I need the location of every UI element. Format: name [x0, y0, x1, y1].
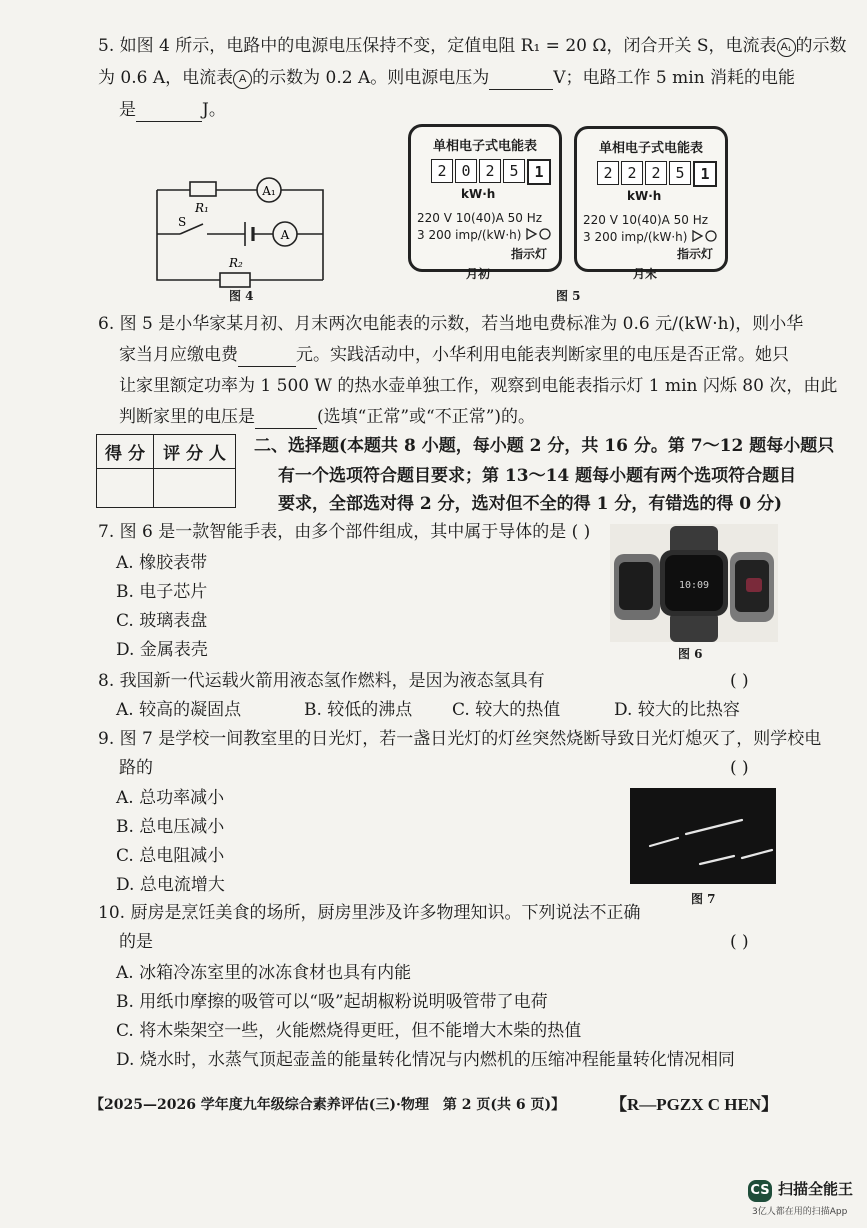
score-table	[96, 434, 236, 508]
q6-line2-a: 家当月应缴电费	[119, 345, 238, 365]
q9-answer-paren[interactable]: ( )	[730, 758, 749, 778]
q6-line4-a: 判断家里的电压是	[119, 407, 255, 427]
q5-line3-b: J。	[202, 100, 226, 120]
q5-line2-b: 的示数为 0.2 A。则电源电压为	[252, 68, 490, 88]
meter-spec1: 220 V 10(40)A 50 Hz	[583, 213, 709, 227]
page-footer-info: 【2025—2026 学年度九年级综合素养评估(三)·物理 第 2 页(共 6 页)】	[90, 1097, 566, 1113]
q9-option-a[interactable]: A. 总功率减小	[116, 788, 225, 808]
q10-answer-paren[interactable]: ( )	[730, 932, 749, 952]
score-header: 得 分	[97, 435, 154, 469]
figure-7-fluorescent-lights	[630, 788, 776, 884]
figure-4-caption: 图 4	[229, 289, 254, 303]
q5-line3	[119, 102, 226, 122]
q8-option-a[interactable]: A. 较高的凝固点	[116, 700, 242, 720]
r1-label: R₁	[195, 201, 209, 215]
q9-option-c[interactable]: C. 总电阻减小	[116, 846, 225, 866]
meter-spec2: 3 200 imp/(kW·h)	[583, 230, 688, 244]
meter-spec1: 220 V 10(40)A 50 Hz	[417, 211, 543, 225]
switch-label: S	[178, 215, 187, 229]
q10-stem-line1: 10. 厨房是烹饪美食的场所，厨房里涉及许多物理知识。下列说法不正确	[98, 903, 641, 923]
meter-digit: 0	[455, 159, 477, 183]
q5-line1	[98, 38, 847, 57]
q7-option-b[interactable]: B. 电子芯片	[116, 582, 208, 602]
q5-line2-c: V；电路工作 5 min 消耗的电能	[553, 68, 796, 88]
figure-6-smartwatch	[610, 524, 778, 642]
figure-6-caption: 图 6	[678, 647, 703, 661]
q7-option-d[interactable]: D. 金属表壳	[116, 640, 208, 660]
q6-line2-b: 元。实践活动中，小华利用电能表判断家里的电压是否正常。她只	[296, 345, 789, 365]
page-footer-code: 【R—PGZX C HEN】	[610, 1095, 779, 1114]
q9-option-b[interactable]: B. 总电压减小	[116, 817, 225, 837]
camscanner-name: 扫描全能王	[778, 1180, 854, 1198]
resistor-r1	[190, 182, 216, 196]
q5-line1-tail: 的示数	[795, 36, 847, 56]
meter-digit-decimal: 1	[693, 161, 717, 187]
ammeter-a1-symbol: A₁	[777, 38, 796, 57]
section2-line2: 有一个选项符合题目要求；第 13～14 题每小题有两个选项符合题目	[278, 466, 797, 486]
section2-line3: 要求，全部选对得 2 分，选对但不全的得 1 分，有错选的得 0 分)	[278, 494, 783, 514]
q5-answer-blank-voltage[interactable]	[489, 72, 553, 90]
q8-stem: 8. 我国新一代运载火箭用液态氢作燃料，是因为液态氢具有	[98, 671, 545, 691]
q7-option-a[interactable]: A. 橡胶表带	[116, 553, 208, 573]
q9-stem-line2: 路的	[119, 758, 153, 778]
score-cell[interactable]	[97, 469, 154, 508]
meter-digit: 2	[645, 161, 667, 185]
resistor-r2	[220, 273, 250, 287]
q8-option-c[interactable]: C. 较大的热值	[452, 700, 561, 720]
meter-start-label: 月初	[466, 267, 491, 281]
indicator-light-icon	[691, 229, 721, 243]
q10-option-b[interactable]: B. 用纸巾摩擦的吸管可以“吸”起胡椒粉说明吸管带了电荷	[116, 992, 548, 1012]
grader-cell[interactable]	[154, 469, 236, 508]
q6-line1: 6. 图 5 是小华家某月初、月末两次电能表的示数，若当地电费标准为 0.6 元/(kW·h)，则小华	[98, 314, 804, 334]
meter-digits	[431, 159, 553, 185]
meter-digit: 2	[431, 159, 453, 183]
meter-title: 单相电子式电能表	[432, 139, 537, 154]
meter-title: 单相电子式电能表	[598, 141, 703, 156]
q5-line3-a: 是	[119, 100, 136, 120]
q6-line4-b: (选填“正常”或“不正常”)的。	[317, 407, 536, 427]
q10-stem-line2: 的是	[119, 932, 153, 952]
indicator-label: 指示灯	[511, 247, 548, 261]
grader-header: 评 分 人	[154, 435, 236, 469]
meter-digits	[597, 161, 719, 187]
ammeter-a1-label: A₁	[262, 184, 276, 198]
meter-unit: kW·h	[461, 187, 496, 201]
q6-line4	[119, 409, 535, 429]
ammeter-a-symbol: A	[233, 70, 252, 89]
energy-meter-end	[574, 126, 728, 272]
figure-4-circuit	[145, 168, 335, 308]
meter-spec2: 3 200 imp/(kW·h)	[417, 228, 522, 242]
ammeter-a-label: A	[280, 228, 290, 242]
meter-digit: 5	[503, 159, 525, 183]
section2-line1: 二、选择题(本题共 8 小题，每小题 2 分，共 16 分。第 7～12 题每小题只	[254, 436, 835, 456]
q5-line2	[98, 70, 795, 90]
figure-7-caption: 图 7	[691, 892, 716, 906]
q7-option-c[interactable]: C. 玻璃表盘	[116, 611, 208, 631]
meter-digit: 2	[621, 161, 643, 185]
r2-label: R₂	[229, 256, 243, 270]
watch-display: 10:09	[678, 580, 710, 591]
meter-digit: 5	[669, 161, 691, 185]
indicator-label: 指示灯	[677, 247, 714, 261]
meter-digit: 2	[479, 159, 501, 183]
q10-option-a[interactable]: A. 冰箱冷冻室里的冰冻食材也具有内能	[116, 963, 412, 983]
q9-stem-line1: 9. 图 7 是学校一间教室里的日光灯，若一盏日光灯的灯丝突然烧断导致日光灯熄灭了，则学校电	[98, 729, 822, 749]
meter-end-label: 月末	[633, 267, 658, 281]
q5-answer-blank-energy[interactable]	[136, 104, 202, 122]
meter-unit: kW·h	[627, 189, 662, 203]
q6-answer-blank-fee[interactable]	[238, 349, 296, 367]
q6-answer-blank-voltage-status[interactable]	[255, 411, 317, 429]
figure-5-caption: 图 5	[556, 289, 581, 303]
q10-option-d[interactable]: D. 烧水时，水蒸气顶起壶盖的能量转化情况与内燃机的压缩冲程能量转化情况相同	[116, 1050, 735, 1070]
q8-answer-paren[interactable]: ( )	[730, 671, 749, 691]
q5-line2-a: 为 0.6 A，电流表	[98, 68, 234, 88]
camscanner-logo-icon: CS	[748, 1180, 772, 1202]
energy-meter-start	[408, 124, 562, 272]
q8-option-b[interactable]: B. 较低的沸点	[304, 700, 413, 720]
q7-stem: 7. 图 6 是一款智能手表，由多个部件组成，其中属于导体的是 ( )	[98, 522, 591, 542]
q9-option-d[interactable]: D. 总电流增大	[116, 875, 225, 895]
meter-digit-decimal: 1	[527, 159, 551, 185]
q8-option-d[interactable]: D. 较大的比热容	[614, 700, 740, 720]
meter-digit: 2	[597, 161, 619, 185]
indicator-light-icon	[525, 227, 555, 241]
camscanner-slogan: 3亿人都在用的扫描App	[752, 1207, 848, 1217]
q6-line3: 让家里额定功率为 1 500 W 的热水壶单独工作，观察到电能表指示灯 1 min 闪烁 80 次，由此	[119, 376, 838, 396]
q6-line2	[119, 347, 789, 367]
q5-line1-text: 5. 如图 4 所示，电路中的电源电压保持不变，定值电阻 R₁ = 20 Ω，闭合开关 S，电流表	[98, 36, 777, 56]
q10-option-c[interactable]: C. 将木柴架空一些，火能燃烧得更旺，但不能增大木柴的热值	[116, 1021, 582, 1041]
